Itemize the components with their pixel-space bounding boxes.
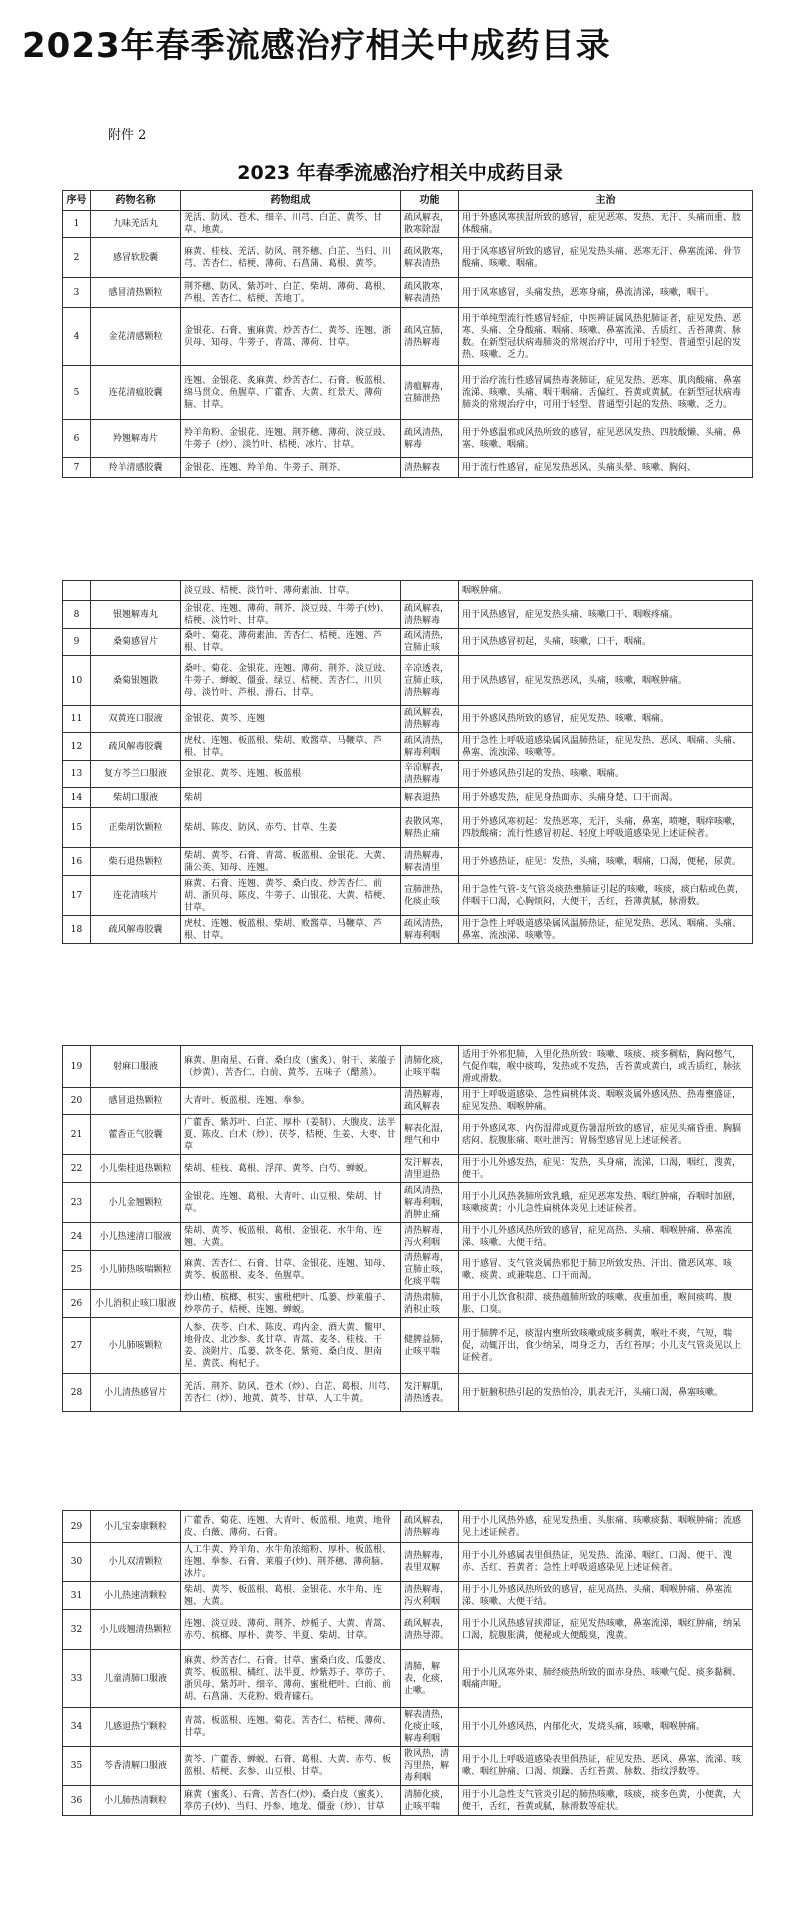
- drug-function-cell: 疏风清热，解毒利咽，消肿止痛: [401, 1183, 459, 1223]
- column-header-drug-indication: 主治: [459, 191, 753, 211]
- row-number-cell: 18: [63, 916, 91, 944]
- drug-composition-cell: 羚羊角粉、金银花、连翘、荆芥穗、薄荷、淡豆豉、牛蒡子（炒）、淡竹叶、桔梗、冰片、甘草。: [181, 420, 401, 458]
- drug-indication-cell: 用于风寒感冒，头痛发热，恶寒身痛，鼻流清涕，咳嗽，咽干。: [459, 278, 753, 308]
- row-number-cell: 7: [63, 458, 91, 478]
- drug-indication-cell: 用于治疗流行性感冒属热毒袭肺证，症见发热、恶寒、肌肉酸痛、鼻塞流涕、咳嗽、头痛、咽干咽痛、舌偏红、苔黄或黄腻。在新型冠状病毒肺炎的常规治疗中，可用于轻型、普通型引起的发热、咳嗽、乏力。: [459, 366, 753, 420]
- drug-composition-cell: 淡豆豉、桔梗、淡竹叶、薄荷素油、甘草。: [181, 581, 401, 601]
- table-row: [63, 366, 753, 420]
- drug-function-cell: 清肺化痰，止咳平喘: [401, 1786, 459, 1816]
- drug-name-cell: 银翘解毒丸: [91, 601, 181, 629]
- row-number-cell: 2: [63, 238, 91, 278]
- table-row: [63, 1374, 753, 1412]
- drug-name-cell: 小儿消积止咳口服液: [91, 1290, 181, 1318]
- table-row: [63, 1747, 753, 1786]
- table-row: [63, 1511, 753, 1543]
- table-row: [63, 1610, 753, 1650]
- drug-indication-cell: 用于肺脾不足，痰湿内壅所致咳嗽或痰多稠黄，喉吐不爽，气短，喘促，动辄汗出，食少纳呆，周身乏力，舌红苔厚；小儿支气管炎见以上证候者。: [459, 1318, 753, 1374]
- drug-name-cell: 疏风解毒胶囊: [91, 733, 181, 761]
- drug-name-cell: 儿童清肺口服液: [91, 1650, 181, 1708]
- row-number-cell: 34: [63, 1708, 91, 1747]
- drug-function-cell: 疏风清热，宣肺止咳: [401, 629, 459, 656]
- drug-name-cell: 儿感退热宁颗粒: [91, 1708, 181, 1747]
- drug-indication-cell: 适用于外邪犯肺，入里化热所致：咳嗽、咳痰、痰多稠粘，胸闷憋气，气促作喘，喉中痰鸣，发热或不发热，舌苔黄或黄白，或舌质红，脉弦滑或滑数。: [459, 1046, 753, 1088]
- table-row: [63, 1115, 753, 1155]
- drug-name-cell: [91, 581, 181, 601]
- drug-indication-cell: 用于风热感冒，症见发热头痛、咳嗽口干、咽喉疼痛。: [459, 601, 753, 629]
- drug-function-cell: 表散风寒，解热止痛: [401, 808, 459, 848]
- drug-indication-cell: 用于小儿风热袭肺所致乳蛾，症见恶寒发热、咽红肿痛，吞咽时加剧，咳嗽痰黄；小儿急性扁桃体炎见上述证候者。: [459, 1183, 753, 1223]
- drug-function-cell: 疏风解表，清热解毒: [401, 706, 459, 733]
- drug-function-cell: 清热解毒，表里双解: [401, 1543, 459, 1582]
- table-row: [63, 788, 753, 808]
- drug-indication-cell: 用于小儿风寒外束、肺经痰热所致的面赤身热、咳嗽气促、痰多黏稠、咽痛声哑。: [459, 1650, 753, 1708]
- drug-composition-cell: 羌活、防风、苍术、细辛、川芎、白芷、黄芩、甘草、地黄。: [181, 211, 401, 238]
- drug-function-cell: 清热解毒，疏风解表: [401, 1088, 459, 1115]
- drug-indication-cell: 用于小儿外感风热所致的感冒，症见高热、头痛、咽喉肿痛、鼻塞流涕、咳嗽、大便干结。: [459, 1582, 753, 1610]
- drug-name-cell: 小儿柴桂退热颗粒: [91, 1155, 181, 1183]
- drug-function-cell: 解表退热: [401, 788, 459, 808]
- drug-indication-cell: 用于脏腑积热引起的发热怕冷，肌表无汗，头痛口渴，鼻塞咳嗽。: [459, 1374, 753, 1412]
- drug-composition-cell: 黄芩、广藿香、蝉蜕、石膏、葛根、大黄、赤芍、板蓝根、桔梗、玄参、山豆根、甘草。: [181, 1747, 401, 1786]
- row-number-cell: 5: [63, 366, 91, 420]
- drug-function-cell: 解表化湿，理气和中: [401, 1115, 459, 1155]
- drug-indication-cell: 用于急性上呼吸道感染属风温肺热证，症见发热、恶风、咽痛、头痛、鼻塞、流浊涕、咳嗽等。: [459, 733, 753, 761]
- drug-name-cell: 小儿豉翘清热颗粒: [91, 1610, 181, 1650]
- table-row: [63, 601, 753, 629]
- drug-name-cell: 小儿肺热咳喘颗粒: [91, 1251, 181, 1290]
- drug-composition-cell: 柴胡、黄芩、板蓝根、葛根、金银花、水牛角、连翘、大黄。: [181, 1582, 401, 1610]
- table-row: [63, 706, 753, 733]
- row-number-cell: 1: [63, 211, 91, 238]
- drug-indication-cell: 用于外感风热所致的感冒，症见发热、咳嗽、咽痛。: [459, 706, 753, 733]
- drug-name-cell: 正柴胡饮颗粒: [91, 808, 181, 848]
- drug-function-cell: 健脾益肺，止咳平喘: [401, 1318, 459, 1374]
- drug-function-cell: 发汗解肌，清热透表。: [401, 1374, 459, 1412]
- drug-indication-cell: 用于小儿外感风热所致的感冒，症见高热、头痛、咽喉肿痛、鼻塞流涕、咳嗽、大便干结。: [459, 1223, 753, 1251]
- drug-composition-cell: 虎杖、连翘、板蓝根、柴胡、败酱草、马鞭草、芦根、甘草。: [181, 916, 401, 944]
- drug-function-cell: 宣肺泄热，化痰止咳: [401, 876, 459, 916]
- table-row: [63, 1290, 753, 1318]
- row-number-cell: 10: [63, 656, 91, 706]
- drug-composition-cell: 柴胡、黄芩、石膏、青蒿、板蓝根、金银花、大黄、蒲公英、知母、连翘。: [181, 848, 401, 876]
- table-row: [63, 1582, 753, 1610]
- column-header-row-number: 序号: [63, 191, 91, 211]
- row-number-cell: [63, 581, 91, 601]
- drug-indication-cell: 用于急性气管-支气管炎痰热壅肺证引起的咳嗽，咳痰，痰白粘或色黄，伴咽干口渴，心胸烦闷，大便干，舌红，苔薄黄腻，脉滑数。: [459, 876, 753, 916]
- drug-name-cell: 金花清感颗粒: [91, 308, 181, 366]
- drug-name-cell: 桑菊感冒片: [91, 629, 181, 656]
- drug-indication-cell: 用于流行性感冒，症见发热恶风、头痛头晕、咳嗽、胸闷、: [459, 458, 753, 478]
- drug-composition-cell: 金银花、石膏、蜜麻黄、炒苦杏仁、黄芩、连翘、浙贝母、知母、牛蒡子、青蒿、薄荷、甘草。: [181, 308, 401, 366]
- row-number-cell: 29: [63, 1511, 91, 1543]
- drug-indication-cell: 用于小儿外感属表里俱热证，见发热、流涕、咽红、口渴、便干、溲赤、舌红、苔黄者；急性上呼吸道感染见上述证候者。: [459, 1543, 753, 1582]
- row-number-cell: 19: [63, 1046, 91, 1088]
- drug-name-cell: 柴胡口服液: [91, 788, 181, 808]
- table-header-row: [63, 191, 753, 211]
- column-header-drug-name: 药物名称: [91, 191, 181, 211]
- drug-composition-cell: 麻黄、苦杏仁、石膏、甘草、金银花、连翘、知母、黄芩、板蓝根、麦冬、鱼腥草。: [181, 1251, 401, 1290]
- row-number-cell: 15: [63, 808, 91, 848]
- drug-composition-cell: 人工牛黄、羚羊角、水牛角浓缩粉、厚朴、板蓝根、连翘、拳参、石膏、莱菔子(炒)、荆芥穗、薄荷脑、冰片。: [181, 1543, 401, 1582]
- drug-name-cell: 射麻口服液: [91, 1046, 181, 1088]
- drug-function-cell: 辛凉解表，清热解毒: [401, 761, 459, 788]
- drug-name-cell: 连花清咳片: [91, 876, 181, 916]
- drug-indication-cell: 用于外感发热，症见身热面赤、头痛身楚、口干而渴。: [459, 788, 753, 808]
- row-number-cell: 17: [63, 876, 91, 916]
- drug-name-cell: 羚羊清感胶囊: [91, 458, 181, 478]
- drug-function-cell: 清热解毒，泻火利咽: [401, 1582, 459, 1610]
- drug-composition-cell: 金银花、连翘、羚羊角、牛蒡子、荆芥、: [181, 458, 401, 478]
- table-row: [63, 1223, 753, 1251]
- drug-composition-cell: 金银花、黄芩、连翘: [181, 706, 401, 733]
- drug-name-cell: 小儿双清颗粒: [91, 1543, 181, 1582]
- table-row: [63, 238, 753, 278]
- drug-indication-cell: 用于小儿急性支气管炎引起的肺热咳嗽，咳痰，痰多色黄，小便黄，大便干，舌红，苔黄或腻，脉滑数等症状。: [459, 1786, 753, 1816]
- drug-function-cell: 清热肃肺，消积止咳: [401, 1290, 459, 1318]
- table-section-4: [62, 1510, 752, 1816]
- table-section-1: [62, 190, 752, 478]
- drug-function-cell: 清瘟解毒，宣肺泄热: [401, 366, 459, 420]
- drug-function-cell: 疏风清热，解毒: [401, 420, 459, 458]
- drug-indication-cell: 用于风寒感冒所致的感冒，症见发热头痛、恶寒无汗、鼻塞流涕、骨节酸痛、咳嗽、咽痛。: [459, 238, 753, 278]
- drug-function-cell: 解表清热，化痰止咳，解毒利咽: [401, 1708, 459, 1747]
- table-row: [63, 629, 753, 656]
- drug-name-cell: 柴石退热颗粒: [91, 848, 181, 876]
- table-row: [63, 1088, 753, 1115]
- table-section-3: [62, 1045, 752, 1412]
- table-row: [63, 1650, 753, 1708]
- drug-composition-cell: 柴胡、桂枝、葛根、浮萍、黄芩、白芍、蝉蜕。: [181, 1155, 401, 1183]
- drug-indication-cell: 用于外感热证，症见：发热，头痛，咳嗽，咽痛，口渴，便秘，尿黄。: [459, 848, 753, 876]
- row-number-cell: 20: [63, 1088, 91, 1115]
- drug-indication-cell: 用于外感风寒挟湿所致的感冒，症见恶寒、发热、无汗、头痛而重、肢体酸痛。: [459, 211, 753, 238]
- row-number-cell: 3: [63, 278, 91, 308]
- column-header-drug-composition: 药物组成: [181, 191, 401, 211]
- drug-indication-cell: 用于小儿上呼吸道感染表里俱热证，症见发热、恶风、鼻塞、流涕、咳嗽、咽红肿痛、口渴、烦躁、舌红苔黄、脉数、指纹浮数等。: [459, 1747, 753, 1786]
- drug-function-cell: 疏风清热，解毒利咽: [401, 733, 459, 761]
- drug-function-cell: 清热解毒，泻火利咽: [401, 1223, 459, 1251]
- row-number-cell: 16: [63, 848, 91, 876]
- row-number-cell: 11: [63, 706, 91, 733]
- table-row: [63, 1183, 753, 1223]
- drug-function-cell: 清热解表: [401, 458, 459, 478]
- drug-name-cell: 小儿肺热清颗粒: [91, 1786, 181, 1816]
- row-number-cell: 21: [63, 1115, 91, 1155]
- drug-table: [62, 1045, 753, 1412]
- drug-composition-cell: 连翘、金银花、炙麻黄、炒苦杏仁、石膏、板蓝根、绵马贯众、鱼腥草、广藿香、大黄、红景天、薄荷脑、甘草。: [181, 366, 401, 420]
- table-section-2: [62, 580, 752, 944]
- drug-composition-cell: 金银花、连翘、薄荷、荆芥、淡豆豉、牛蒡子(炒)、桔梗、淡竹叶、甘草。: [181, 601, 401, 629]
- drug-name-cell: 九味羌活丸: [91, 211, 181, 238]
- row-number-cell: 8: [63, 601, 91, 629]
- drug-name-cell: 小儿宝泰康颗粒: [91, 1511, 181, 1543]
- drug-indication-cell: 用于外感风寒、内伤湿滞或夏伤暑湿所致的感冒，症见头痛昏重、胸膈痞闷、脘腹胀痛、呕吐泄泻；胃肠型感冒见上述证候者。: [459, 1115, 753, 1155]
- document-title: 2023 年春季流感治疗相关中成药目录: [237, 162, 563, 184]
- row-number-cell: 12: [63, 733, 91, 761]
- drug-name-cell: 复方芩兰口服液: [91, 761, 181, 788]
- row-number-cell: 35: [63, 1747, 91, 1786]
- drug-composition-cell: 麻黄、石膏、连翘、黄芩、桑白皮、炒苦杏仁、前胡、浙贝母、陈皮、牛蒡子、山银花、大黄、桔梗、甘草。: [181, 876, 401, 916]
- table-row: [63, 581, 753, 601]
- row-number-cell: 13: [63, 761, 91, 788]
- drug-indication-cell: 用于小儿外感风热，内郁化火，发烧头痛，咳嗽，咽喉肿痛。: [459, 1708, 753, 1747]
- drug-function-cell: 疏风解表，清热导滞。: [401, 1610, 459, 1650]
- drug-function-cell: 清热解毒，宣肺止咳，化痰平喘: [401, 1251, 459, 1290]
- drug-indication-cell: 用于单纯型流行性感冒轻症，中医辨证属风热犯肺证者，症见发热、恶寒、头痛、全身酸痛、咽痛、咳嗽、鼻塞流涕、舌质红、舌苔薄黄、脉数。在新型冠状病毒肺炎的常规治疗中，可用于轻型、普通型引起的发热、咳嗽、乏力。: [459, 308, 753, 366]
- drug-composition-cell: 柴胡、陈皮、防风、赤芍、甘草、生姜: [181, 808, 401, 848]
- drug-name-cell: 藿香正气胶囊: [91, 1115, 181, 1155]
- drug-composition-cell: 麻黄、桂枝、羌活、防风、荆芥穗、白芷、当归、川芎、苦杏仁、桔梗、薄荷、石菖蒲、葛根、黄芩。: [181, 238, 401, 278]
- drug-function-cell: [401, 581, 459, 601]
- drug-function-cell: 疏风解表，散寒除湿: [401, 211, 459, 238]
- drug-name-cell: 双黄连口服液: [91, 706, 181, 733]
- row-number-cell: 27: [63, 1318, 91, 1374]
- drug-composition-cell: 人参、茯苓、白术、陈皮、鸡内金、酒大黄、鳖甲、地骨皮、北沙参、炙甘草、青蒿、麦冬、桂枝、干姜、淡附片、瓜蒌、款冬花、紫菀、桑白皮、胆南星、黄芪、枸杞子。: [181, 1318, 401, 1374]
- row-number-cell: 28: [63, 1374, 91, 1412]
- drug-indication-cell: 用于小儿饮食积滞、痰热蕴肺所致的咳嗽、夜重加重，喉间痰鸣、腹胀、口臭。: [459, 1290, 753, 1318]
- row-number-cell: 33: [63, 1650, 91, 1708]
- table-row: [63, 1786, 753, 1816]
- drug-indication-cell: 用于急性上呼吸道感染属风温肺热证，症见发热、恶风、咽痛、头痛、鼻塞、流浊涕、咳嗽等。: [459, 916, 753, 944]
- table-row: [63, 916, 753, 944]
- drug-composition-cell: 桑叶、菊花、金银花、连翘、薄荷、荆芥、淡豆豉、牛蒡子、蝉蜕、僵蚕、绿豆、桔梗、苦杏仁、川贝母、淡竹叶、芦根、滑石、甘草。: [181, 656, 401, 706]
- drug-table: [62, 580, 753, 944]
- drug-composition-cell: 麻黄、炒苦杏仁、石膏、甘草、蜜桑白皮、瓜蒌皮、黄芩、板蓝根、橘红、法半夏、炒紫苏子、葶苈子、浙贝母、紫苏叶、细辛、薄荷、蜜枇杷叶、白前、前胡、石菖蒲、天花粉、煅青礞石。: [181, 1650, 401, 1708]
- drug-composition-cell: 广藿香、紫苏叶、白芷、厚朴（姜制）、大腹皮、法半夏、陈皮、白术（炒）、茯苓、桔梗、生姜、大枣、甘草: [181, 1115, 401, 1155]
- drug-name-cell: 感冒软胶囊: [91, 238, 181, 278]
- drug-function-cell: 疏风散寒，解表清热: [401, 278, 459, 308]
- table-row: [63, 1543, 753, 1582]
- drug-function-cell: 疏风清热，解毒利咽: [401, 916, 459, 944]
- drug-name-cell: 疏风解毒胶囊: [91, 916, 181, 944]
- drug-composition-cell: 荆芥穗、防风、紫苏叶、白芷、柴胡、薄荷、葛根、芦根、苦杏仁、桔梗、苦地丁。: [181, 278, 401, 308]
- page-title: 2023年春季流感治疗相关中成药目录: [22, 26, 611, 66]
- drug-composition-cell: 柴胡: [181, 788, 401, 808]
- drug-function-cell: 疏风解表，清热解毒: [401, 601, 459, 629]
- drug-indication-cell: 用于小儿风热外感，症见发热重、头胀痛、咳嗽痰黏、咽喉肿痛；流感见上述证候者。: [459, 1511, 753, 1543]
- drug-composition-cell: 青蒿、板蓝根、连翘、菊花、苦杏仁、桔梗、薄荷、甘草。: [181, 1708, 401, 1747]
- drug-name-cell: 小儿热速清口服液: [91, 1223, 181, 1251]
- row-number-cell: 9: [63, 629, 91, 656]
- drug-indication-cell: 用于风热感冒初起，头痛，咳嗽，口干，咽痛。: [459, 629, 753, 656]
- drug-composition-cell: 桑叶、菊花、薄荷素油、苦杏仁、桔梗、连翘、芦根、甘草。: [181, 629, 401, 656]
- drug-table: [62, 190, 753, 478]
- drug-composition-cell: 柴胡、黄芩、板蓝根、葛根、金银花、水牛角、连翘、大黄。: [181, 1223, 401, 1251]
- table-row: [63, 876, 753, 916]
- table-row: [63, 278, 753, 308]
- drug-indication-cell: 用于上呼吸道感染、急性扁桃体炎、咽喉炎属外感风热、热毒壅盛证，症见发热、咽喉肿痛。: [459, 1088, 753, 1115]
- drug-name-cell: 羚翘解毒片: [91, 420, 181, 458]
- drug-composition-cell: 广藿香、菊花、连翘、大青叶、板蓝根、地黄、地骨皮、白薇、薄荷、石膏。: [181, 1511, 401, 1543]
- table-row: [63, 808, 753, 848]
- drug-name-cell: 感冒清热颗粒: [91, 278, 181, 308]
- drug-name-cell: 小儿热速清颗粒: [91, 1582, 181, 1610]
- drug-composition-cell: 麻黄（蜜炙）、石膏、苦杏仁(炒)、桑白皮（蜜炙）、葶苈子(炒)、当归、丹参、地龙、僵蚕（炒）、甘草: [181, 1786, 401, 1816]
- drug-composition-cell: 金银花、黄芩、连翘、板蓝根: [181, 761, 401, 788]
- row-number-cell: 31: [63, 1582, 91, 1610]
- table-row: [63, 848, 753, 876]
- drug-indication-cell: 用于感冒、支气管炎属热邪犯于肺卫所致发热、汗出、微恶风寒、咳嗽、痰黄、或兼喘息、口干而渴。: [459, 1251, 753, 1290]
- drug-function-cell: 疏风解表，清热解毒: [401, 1511, 459, 1543]
- drug-indication-cell: 咽喉肿痛。: [459, 581, 753, 601]
- table-row: [63, 1155, 753, 1183]
- drug-name-cell: 小儿肺咳颗粒: [91, 1318, 181, 1374]
- drug-function-cell: 疏风宣肺，清热解毒: [401, 308, 459, 366]
- drug-function-cell: 疏风散寒，解表清热: [401, 238, 459, 278]
- table-row: [63, 656, 753, 706]
- drug-composition-cell: 炒山楂、槟榔、枳实、蜜枇杷叶、瓜蒌、炒莱菔子、炒葶苈子、桔梗、连翘、蝉蜕。: [181, 1290, 401, 1318]
- drug-indication-cell: 用于外感风热引起的发热、咳嗽、咽痛。: [459, 761, 753, 788]
- drug-function-cell: 清肺，解表，化痰，止嗽。: [401, 1650, 459, 1708]
- table-row: [63, 761, 753, 788]
- table-row: [63, 1318, 753, 1374]
- drug-name-cell: 芩香清解口服液: [91, 1747, 181, 1786]
- drug-composition-cell: 连翘、淡豆豉、薄荷、荆芥、炒栀子、大黄、青蒿、赤芍、槟榔、厚朴、黄芩、半夏、柴胡、甘草。: [181, 1610, 401, 1650]
- table-row: [63, 733, 753, 761]
- row-number-cell: 6: [63, 420, 91, 458]
- table-row: [63, 308, 753, 366]
- table-row: [63, 420, 753, 458]
- drug-composition-cell: 麻黄、胆南星、石膏、桑白皮（蜜炙）、射干、莱菔子（炒黄）、苦杏仁、白前、黄芩、五味子（醋蒸）。: [181, 1046, 401, 1088]
- drug-name-cell: 小儿清热感冒片: [91, 1374, 181, 1412]
- drug-composition-cell: 羌活、荆芥、防风、苍术（炒）、白芷、葛根、川芎、苦杏仁（炒）、地黄、黄芩、甘草、人工牛黄。: [181, 1374, 401, 1412]
- drug-function-cell: 发汗解表，清里退热: [401, 1155, 459, 1183]
- table-row: [63, 1251, 753, 1290]
- row-number-cell: 14: [63, 788, 91, 808]
- table-row: [63, 458, 753, 478]
- drug-indication-cell: 用于小儿风热感冒挟滞证，症见发热咳嗽，鼻塞流涕，咽红肿痛，纳呆口渴，脘腹胀满，便秘或大便酸臭，溲黄。: [459, 1610, 753, 1650]
- drug-function-cell: 辛凉透表，宣肺止咳，清热解毒: [401, 656, 459, 706]
- drug-indication-cell: 用于外感温邪或风热所致的感冒，症见恶风发热、四肢酸懒、头痛、鼻塞、咳嗽、咽痛。: [459, 420, 753, 458]
- drug-function-cell: 清肺化痰，止咳平喘: [401, 1046, 459, 1088]
- column-header-drug-function: 功能: [401, 191, 459, 211]
- drug-composition-cell: 虎杖、连翘、板蓝根、柴胡、败酱草、马鞭草、芦根、甘草。: [181, 733, 401, 761]
- row-number-cell: 32: [63, 1610, 91, 1650]
- row-number-cell: 30: [63, 1543, 91, 1582]
- drug-composition-cell: 大青叶、板蓝根、连翘、拳参。: [181, 1088, 401, 1115]
- drug-indication-cell: 用于小儿外感发热，症见：发热，头身痛，流涕，口渴，咽红，溲黄，便干。: [459, 1155, 753, 1183]
- drug-composition-cell: 金银花、连翘、葛根、大青叶、山豆根、柴胡、甘草。: [181, 1183, 401, 1223]
- row-number-cell: 22: [63, 1155, 91, 1183]
- row-number-cell: 23: [63, 1183, 91, 1223]
- attachment-label: 附件 2: [108, 128, 147, 143]
- drug-name-cell: 连花清瘟胶囊: [91, 366, 181, 420]
- row-number-cell: 36: [63, 1786, 91, 1816]
- row-number-cell: 25: [63, 1251, 91, 1290]
- row-number-cell: 24: [63, 1223, 91, 1251]
- table-row: [63, 1046, 753, 1088]
- drug-indication-cell: 用于风热感冒，症见发热恶风，头痛，咳嗽，咽喉肿痛。: [459, 656, 753, 706]
- drug-table: [62, 1510, 753, 1816]
- drug-function-cell: 散风热，清泻里热，解毒利咽: [401, 1747, 459, 1786]
- drug-indication-cell: 用于外感风寒初起：发热恶寒，无汗，头痛，鼻塞，喷嚏，咽痒咳嗽，四肢酸痛；流行性感冒初起、轻度上呼吸道感染见上述证候者。: [459, 808, 753, 848]
- table-row: [63, 1708, 753, 1747]
- row-number-cell: 26: [63, 1290, 91, 1318]
- drug-name-cell: 小儿金翘颗粒: [91, 1183, 181, 1223]
- row-number-cell: 4: [63, 308, 91, 366]
- drug-name-cell: 感冒退热颗粒: [91, 1088, 181, 1115]
- drug-function-cell: 清热解毒，解表清里: [401, 848, 459, 876]
- drug-name-cell: 桑菊银翘散: [91, 656, 181, 706]
- table-row: [63, 211, 753, 238]
